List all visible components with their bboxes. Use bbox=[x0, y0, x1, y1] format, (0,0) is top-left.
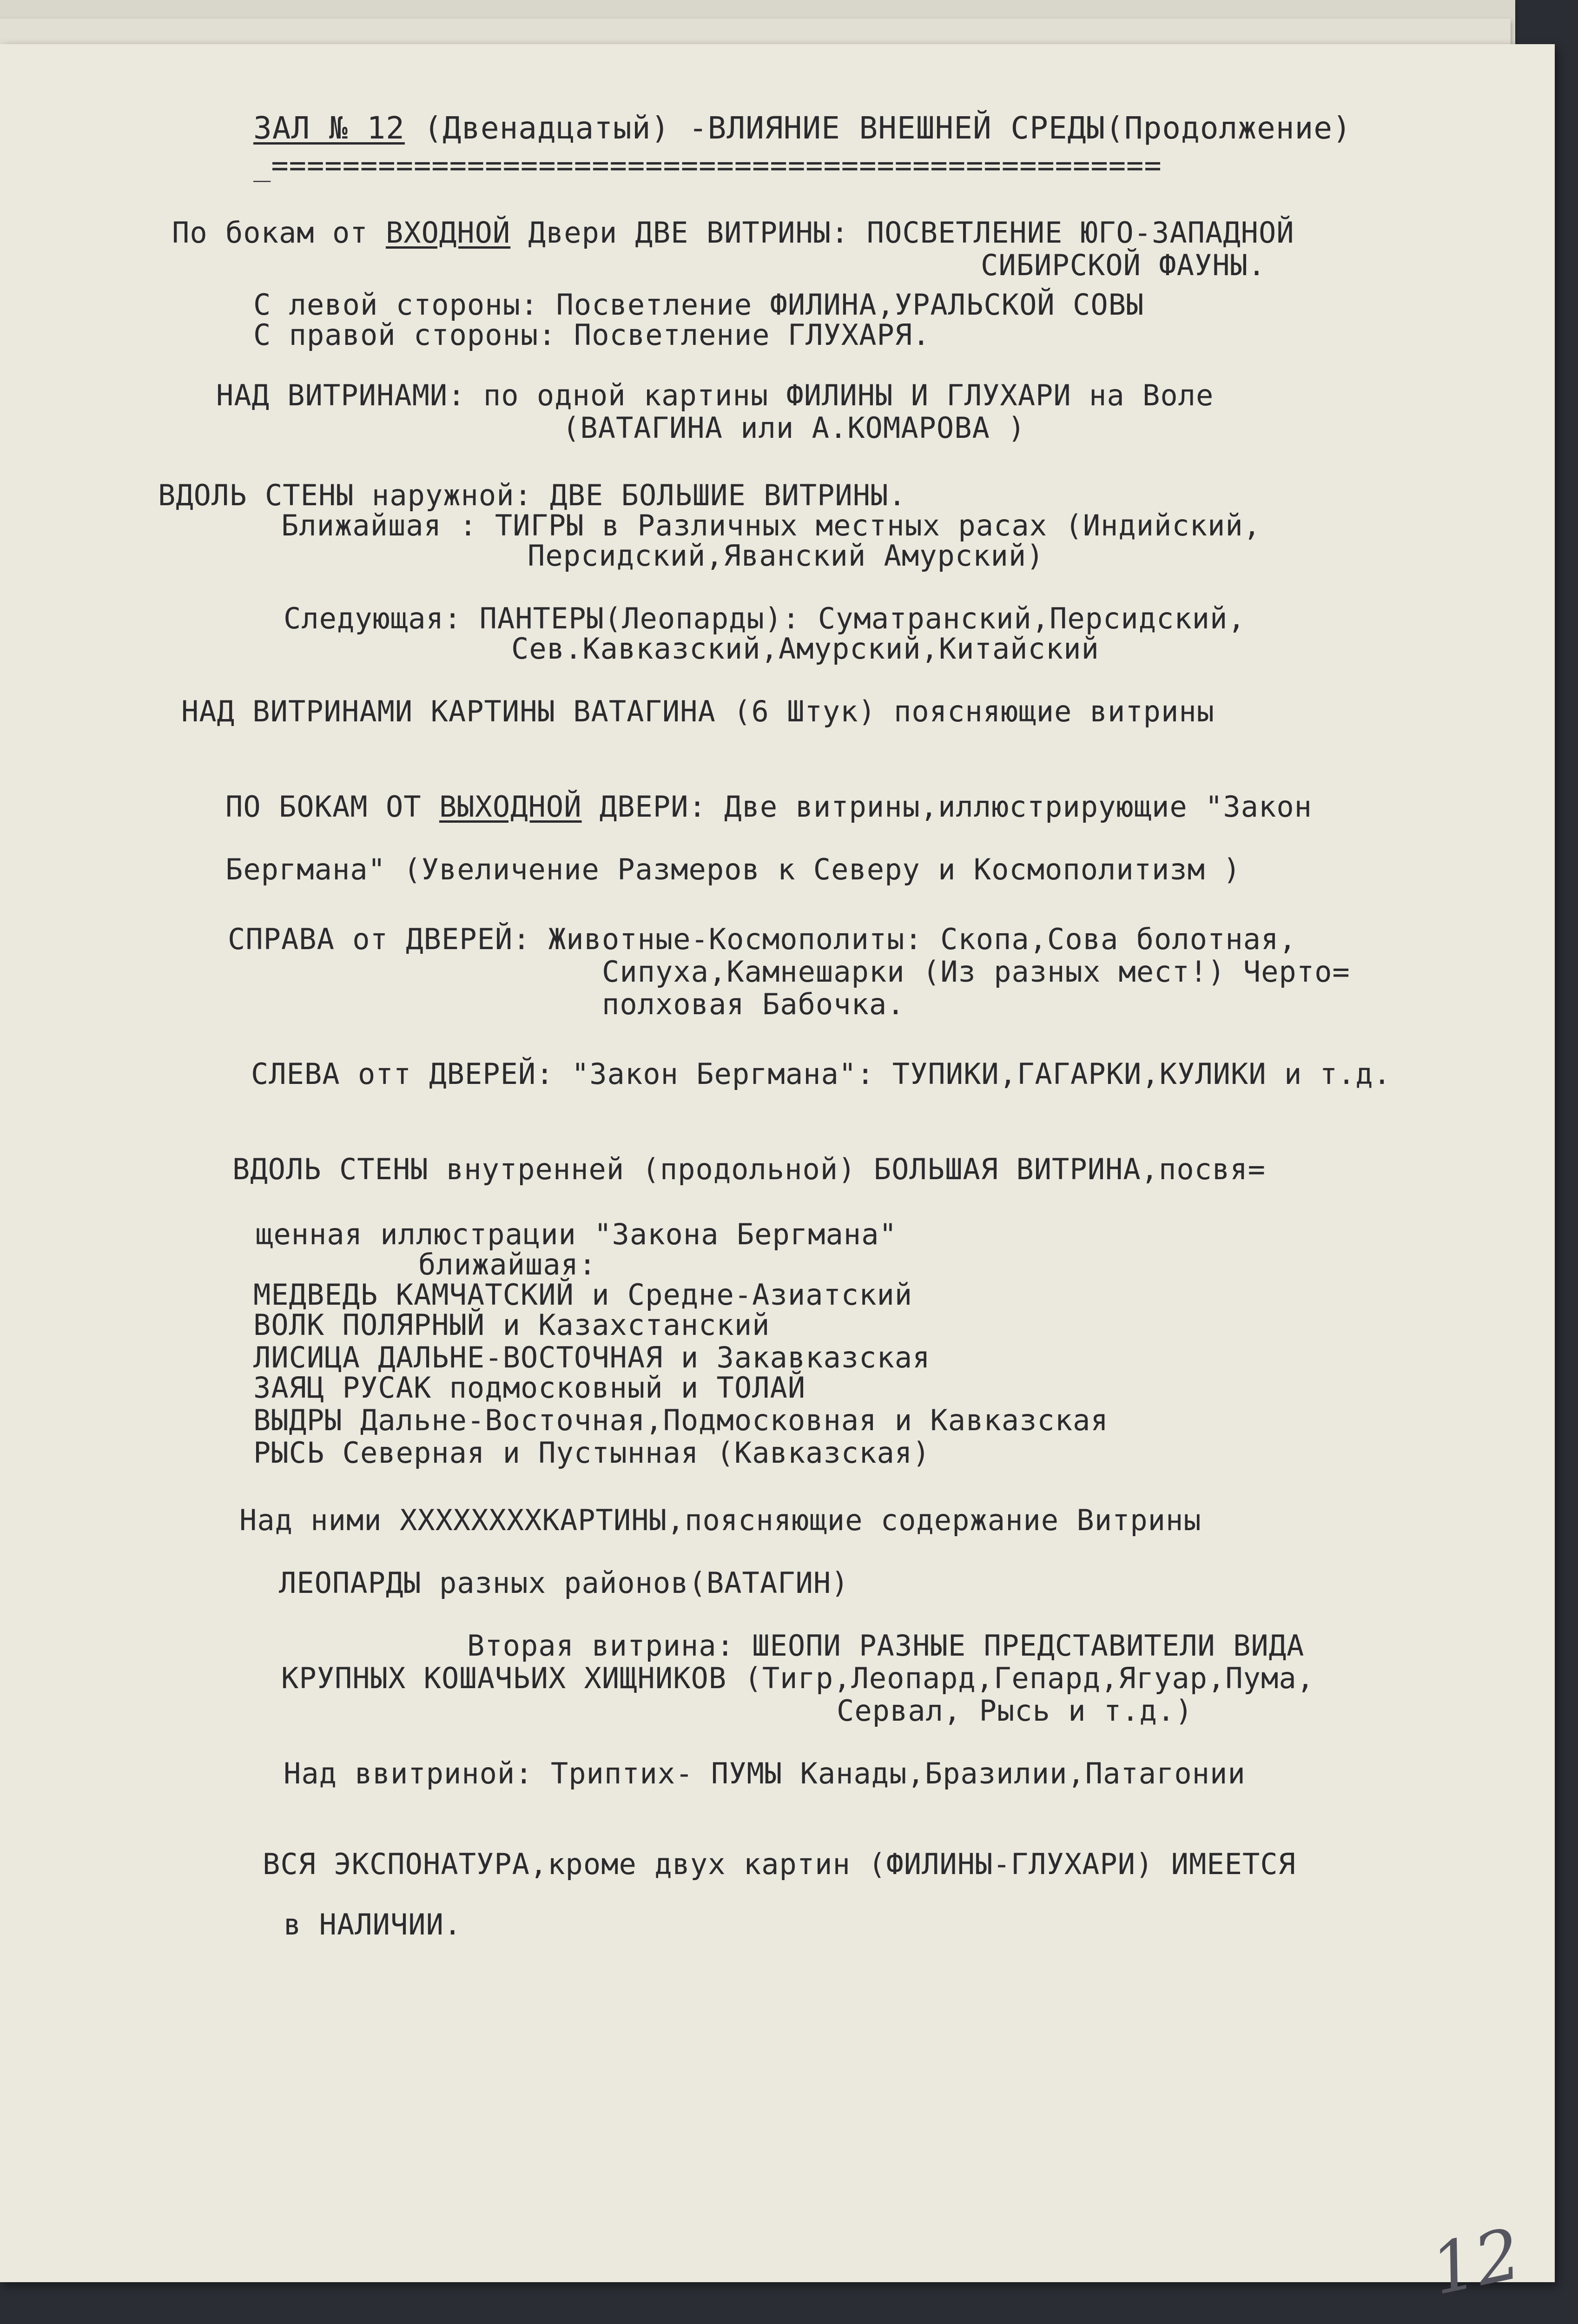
text-line: Сипуха,Камнешарки (Из разных мест!) Черто= bbox=[602, 955, 1350, 989]
text-line: Над ними ХХХХХХХХКАРТИНЫ,поясняющие содержание Витрины bbox=[239, 1503, 1202, 1537]
text-line: НАД ВИТРИНАМИ КАРТИНЫ ВАТАГИНА (6 Штук) поясняющие витрины bbox=[181, 694, 1215, 728]
text-line: полховая Бабочка. bbox=[602, 987, 905, 1021]
handwritten-page-number: 12 bbox=[1424, 2213, 1528, 2311]
text-line: ЛИСИЦА ДАЛЬНЕ-ВОСТОЧНАЯ и Закавказская bbox=[253, 1340, 931, 1374]
title-hall: ЗАЛ № 12 bbox=[253, 110, 405, 146]
text-line: ВСЯ ЭКСПОНАТУРА,кроме двух картин (ФИЛИНЫ-ГЛУХАРИ) ИМЕЕТСЯ bbox=[263, 1847, 1296, 1881]
text-line: Бергмана" (Увеличение Размеров к Северу и Космополитизм ) bbox=[225, 852, 1241, 886]
text-line: СПРАВА от ДВЕРЕЙ: Животные-Космополиты: Скопа,Сова болотная, bbox=[228, 922, 1297, 956]
title-rest: (Двенадцатый) -ВЛИЯНИЕ ВНЕШНЕЙ СРЕДЫ(Продолжение) bbox=[404, 110, 1352, 146]
text-line: Над ввитриной: Триптих- ПУМЫ Канады,Бразилии,Патагонии bbox=[284, 1756, 1246, 1790]
document-title bbox=[253, 112, 1352, 145]
text-line: МЕДВЕДЬ КАМЧАТСКИЙ и Средне-Азиатский bbox=[253, 1278, 913, 1312]
text-line: КРУПНЫХ КОШАЧЬИХ ХИЩНИКОВ (Тигр,Леопард,Гепард,Ягуар,Пума, bbox=[281, 1661, 1314, 1695]
text-line: Следующая: ПАНТЕРЫ(Леопарды): Суматранский,Персидский, bbox=[284, 601, 1246, 635]
typewritten-page bbox=[0, 44, 1555, 2311]
text-line: Вторая витрина: ШЕОПИ РАЗНЫЕ ПРЕДСТАВИТЕЛИ ВИДА bbox=[467, 1629, 1305, 1663]
text-line: СИБИРСКОЙ ФАУНЫ. bbox=[981, 248, 1266, 282]
text-line: ближайшая: bbox=[418, 1248, 597, 1281]
text-line: РЫСЬ Северная и Пустынная (Кавказская) bbox=[253, 1436, 931, 1470]
text-line: Сев.Кавказский,Амурский,Китайский bbox=[511, 632, 1099, 666]
underlined-word: ВЫХОДНОЙ bbox=[439, 790, 582, 824]
text-line: НАД ВИТРИНАМИ: по одной картины ФИЛИНЫ И ГЛУХАРИ на Воле bbox=[216, 378, 1214, 412]
title-rule: _================================================== bbox=[253, 148, 1162, 182]
text-line: в НАЛИЧИИ. bbox=[284, 1908, 462, 1941]
text-fragment: По бокам от bbox=[172, 216, 386, 250]
text-line: ВДОЛЬ СТЕНЫ внутренней (продольной) БОЛЬШАЯ ВИТРИНА,посвя= bbox=[232, 1152, 1266, 1186]
text-line: С правой стороны: Посветление ГЛУХАРЯ. bbox=[253, 318, 931, 352]
text-fragment: ДВЕРИ: Две витрины,иллюстрирующие "Закон bbox=[581, 790, 1312, 824]
text-line bbox=[225, 790, 1312, 824]
text-line: ВОЛК ПОЛЯРНЫЙ и Казахстанский bbox=[253, 1308, 770, 1342]
text-line: СЛЕВА отт ДВЕРЕЙ: "Закон Бергмана": ТУПИКИ,ГАГАРКИ,КУЛИКИ и т.д. bbox=[251, 1057, 1391, 1091]
text-line: ВДОЛЬ СТЕНЫ наружной: ДВЕ БОЛЬШИЕ ВИТРИНЫ. bbox=[158, 478, 906, 512]
text-line: Ближайшая : ТИГРЫ в Различных местных расах (Индийский, bbox=[281, 508, 1261, 542]
text-line: ЛЕОПАРДЫ разных районов(ВАТАГИН) bbox=[279, 1566, 849, 1600]
text-line: Сервал, Рысь и т.д.) bbox=[837, 1694, 1193, 1728]
underlined-word: ВХОДНОЙ bbox=[385, 216, 511, 250]
text-line: щенная иллюстрации "Закона Бергмана" bbox=[256, 1217, 897, 1251]
text-line: ВЫДРЫ Дальне-Восточная,Подмосковная и Кавказская bbox=[253, 1403, 1109, 1437]
text-line bbox=[172, 216, 1294, 250]
text-fragment: Двери ДВЕ ВИТРИНЫ: ПОСВЕТЛЕНИЕ ЮГО-ЗАПАДНОЙ bbox=[510, 216, 1294, 250]
text-line: Персидский,Яванский Амурский) bbox=[528, 539, 1044, 573]
text-line: С левой стороны: Посветление ФИЛИНА,УРАЛЬСКОЙ СОВЫ bbox=[253, 288, 1144, 322]
text-line: (ВАТАГИНА или А.КОМАРОВА ) bbox=[562, 411, 1026, 445]
text-line: ЗАЯЦ РУСАК подмосковный и ТОЛАЙ bbox=[253, 1371, 806, 1405]
text-fragment: ПО БОКАМ ОТ bbox=[225, 790, 439, 824]
